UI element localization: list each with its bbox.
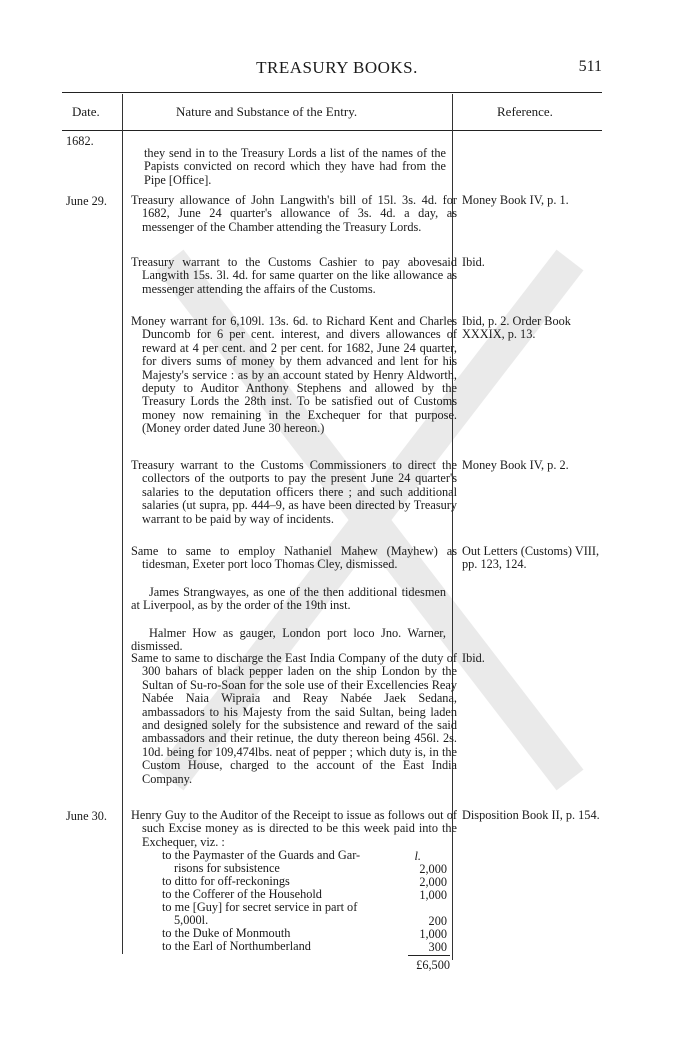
payment-label: to the Cofferer of the Household: [162, 887, 322, 901]
entry-text: Same to same to discharge the East India Company of the duty of 300 bahars of black pepper laden on the ship London by the Sultan of Su-ro-Soan for the sole use of their Excellencies Reay Nabée Naia Wipraia and Reay Nabée Jaek Sedana, ambassadors to his Majesty from the said Sultan, being laden and designed solely for the subsistence and reward of the said ambassadors and their retinue, the duty thereon being 456l. 2s. 10d. being for 109,474lbs. neat of pepper ; which duty is, in the Custom House, charged to the account of the East India Company.: [131, 651, 457, 786]
total-rule: [408, 955, 450, 956]
entry-date: June 30.: [66, 809, 107, 823]
entry-text: they send in to the Treasury Lords a list of the names of the Papists convicted on record which they have had from the Pipe [Office].: [144, 146, 446, 187]
header-rule-bottom: [62, 130, 602, 131]
payment-label: to me [Guy] for secret service in part of: [162, 900, 358, 914]
entry-reference: Disposition Book II, p. 154.: [462, 808, 600, 822]
column-header-date: Date.: [72, 104, 100, 119]
entry-subtext-2: Halmer How as gauger, London port loco Jno. Warner, dismissed.: [131, 626, 446, 654]
entry-text: Same to same to employ Nathaniel Mahew (Mayhew) as tidesman, Exeter port loco Thomas Cley, dismissed.: [131, 544, 457, 572]
payment-label-cont: 5,000l.: [174, 913, 209, 927]
payment-unit: l.: [414, 849, 421, 863]
payment-amount: 1,000: [419, 888, 447, 902]
entry-text: Treasury allowance of John Langwith's bill of 15l. 3s. 4d. for 1682, June 24 quarter's allowance of 3s. 4d. a day, as messenger of the Chamber attending the Treasury Lords.: [131, 193, 457, 234]
payment-label: to the Duke of Monmouth: [162, 926, 291, 940]
entry-reference: Money Book IV, p. 1.: [462, 193, 569, 207]
entry-text: Treasury warrant to the Customs Cashier to pay abovesaid Langwith 15s. 3l. 4d. for same quarter on the like allowance as messenger attending the affairs of the Customs.: [131, 255, 457, 296]
payment-amount: 2,000: [419, 862, 447, 876]
payment-amount: 300: [428, 940, 447, 954]
entry-text: Treasury warrant to the Customs Commissioners to direct the collectors of the outports to pay the present June 24 quarter's salaries to the deputation officers there ; and such additional salaries (ut supra, pp. 444–9, as have been directed by Treasury warrant to be paid by way of incidents.: [131, 458, 457, 526]
entry-text: Henry Guy to the Auditor of the Receipt to issue as follows out of such Excise money as is directed to be this week paid into the Exchequer, viz. :: [131, 808, 457, 849]
payment-label: to ditto for off-reckonings: [162, 874, 290, 888]
payment-amount: 200: [428, 914, 447, 928]
header-rule-top: [62, 92, 602, 93]
page-header: [0, 58, 674, 82]
page-title: TREASURY BOOKS.: [256, 58, 418, 77]
column-divider-left: [122, 94, 123, 954]
payment-amount: 2,000: [419, 875, 447, 889]
column-header-nature: Nature and Substance of the Entry.: [176, 104, 358, 119]
payment-label: to the Earl of Northumberland: [162, 939, 311, 953]
page-number: 511: [578, 58, 602, 75]
payment-total: £6,500: [416, 958, 450, 972]
entry-subtext: [131, 586, 446, 613]
entry-reference: Ibid.: [462, 255, 485, 269]
payment-label-cont: risons for subsistence: [174, 861, 280, 875]
entry-reference: Out Letters (Customs) VIII, pp. 123, 124.: [462, 544, 600, 572]
entry-reference: Ibid, p. 2. Order Book XXXIX, p. 13.: [462, 314, 571, 342]
entry-date: June 29.: [66, 194, 107, 208]
entry-reference: Money Book IV, p. 2.: [462, 458, 569, 472]
column-header-reference: Reference.: [497, 104, 553, 119]
payment-label: to the Paymaster of the Guards and Gar-: [162, 848, 361, 862]
entry-reference: Ibid.: [462, 651, 485, 665]
payment-amount: 1,000: [419, 927, 447, 941]
entry-text: Money warrant for 6,109l. 13s. 6d. to Richard Kent and Charles Duncomb for 6 per cent. interest, and divers allowances of reward at 4 per cent. and 2 per cent. for 1682, June 24 quarter, for divers sums of money by them advanced and lent for his Majesty's service : as by an account stated by Henry Aldworth, deputy to Auditor Anthony Stephens and allowed by the Treasury Lords the 28th inst. To be satisfied out of Customs money now remaining in the Exchequer for that purpose. (Money order dated June 30 hereon.): [131, 314, 457, 436]
entry-subtext-1: James Strangwayes, as one of the then additional tidesmen at Liverpool, as by the order of the 19th inst.: [131, 585, 446, 613]
entry-date: 1682.: [66, 134, 94, 148]
